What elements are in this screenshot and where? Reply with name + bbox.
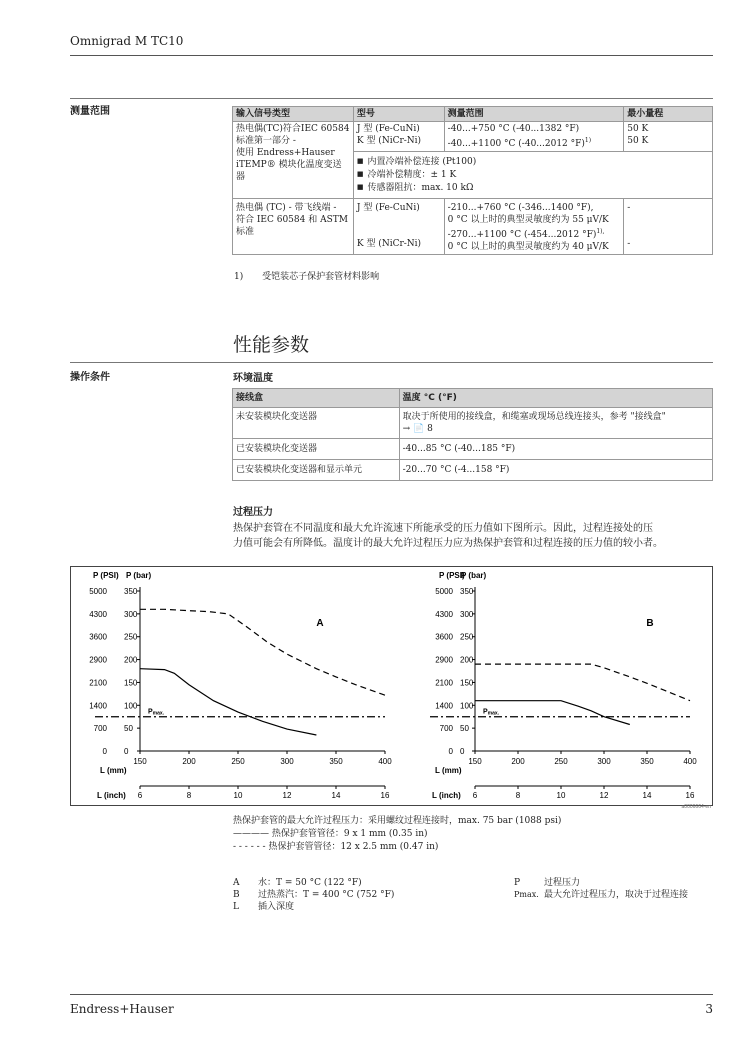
y-tick-label-bar: 0	[124, 747, 129, 756]
x-tick-label: 400	[683, 757, 697, 766]
x2-tick-label: 16	[685, 791, 695, 800]
y-tick-label-bar: 300	[124, 609, 138, 619]
footnote-ref: 1),	[596, 228, 605, 235]
y-tick-label-bar: 200	[460, 655, 474, 665]
y-tick-label-psi: 3600	[89, 632, 107, 642]
x2-tick-label: 6	[472, 791, 478, 800]
x-axis-title-mm: L (mm)	[435, 766, 462, 775]
x2-tick-label: 12	[599, 791, 609, 800]
pmax-label: Pmax.	[148, 708, 165, 717]
series-line-solid	[140, 669, 316, 735]
row1-span: 50 K 50 K	[624, 122, 713, 152]
y-tick-label-bar: 100	[460, 701, 474, 711]
page-reference-link[interactable]: → 📄 8	[402, 424, 433, 434]
y-tick-label-psi: 5000	[435, 587, 453, 596]
y-tick-label-psi: 4300	[89, 609, 107, 619]
measuring-range-table	[232, 106, 713, 255]
section-title-performance: 性能参数	[233, 334, 310, 356]
x-tick-label: 200	[182, 757, 196, 766]
y-tick-label-bar: 50	[124, 724, 133, 734]
x-tick-label: 400	[378, 757, 392, 766]
row1-input-type: 热电偶(TC)符合IEC 60584 标准第一部分 - 使用 Endress+Hauser iTEMP® 模块化温度变送 器	[233, 122, 354, 199]
ambient-row-label: 已安装模块化变送器	[233, 439, 400, 460]
y-tick-label-psi: 1400	[89, 701, 107, 711]
col-min-span: 最小量程	[624, 107, 713, 122]
y-tick-label-psi: 700	[439, 724, 453, 734]
y-axis-title-bar: P (bar)	[126, 571, 152, 580]
row1-model: J 型 (Fe-CuNi) K 型 (NiCr-Ni)	[353, 122, 444, 152]
x2-tick-label: 8	[186, 791, 192, 800]
series-line-dashed	[140, 609, 385, 695]
y-tick-label-bar: 50	[460, 724, 469, 734]
x2-tick-label: 10	[556, 791, 566, 800]
y-axis-title-psi: P (PSI)	[93, 571, 119, 580]
y-tick-label-bar: 300	[460, 609, 474, 619]
row1-range: -40...+750 °C (-40...1382 °F) -40...+1100 °C (-40...2012 °F)$^{1)}$	[444, 122, 624, 152]
x-axis-title-inch: L (inch)	[97, 791, 126, 800]
y-tick-label-psi: 4300	[435, 609, 453, 619]
ambient-row-value: -20...70 °C (-4...158 °F)	[399, 460, 712, 481]
y-tick-label-psi: 1400	[435, 701, 453, 711]
ambient-row-value: -40...85 °C (-40...185 °F)	[399, 439, 712, 460]
ambient-row-value: 取决于所使用的接线盒，和缆塞或现场总线连接头，参考 "接线盒" → 📄 8	[399, 408, 712, 439]
performance-rule	[70, 362, 713, 363]
row2-model: J 型 (Fe-CuNi) K 型 (NiCr-Ni)	[353, 199, 444, 255]
y-tick-label-bar: 250	[460, 632, 474, 642]
y-tick-label-psi: 0	[448, 747, 453, 756]
x-tick-label: 150	[133, 757, 147, 766]
x-tick-label: 300	[597, 757, 611, 766]
y-tick-label-bar: 150	[460, 678, 474, 688]
ambient-row-label: 未安装模块化变送器	[233, 408, 400, 439]
panel-label: B	[646, 618, 654, 629]
footnote	[234, 271, 379, 284]
x-tick-label: 150	[468, 757, 482, 766]
y-tick-label-bar: 250	[124, 632, 138, 642]
col-terminal-head: 接线盒	[233, 389, 400, 408]
dashed-line-sample: - - - - - -	[233, 842, 266, 852]
x2-tick-label: 16	[380, 791, 390, 800]
x2-tick-label: 6	[137, 791, 143, 800]
y-tick-label-bar: 350	[460, 587, 474, 596]
row2-range: -210...+760 °C (-346...1400 °F), 0 °C 以上时的典型灵敏度约为 55 μV/K -270...+1100 °C (-454...2012 °F)$^{1),}$ 0 °C 以上时的典型灵敏度约为 40 μV/K	[444, 199, 624, 255]
page-number: 3	[705, 1002, 713, 1016]
y-tick-label-psi: 2100	[435, 678, 453, 688]
side-label-measuring-range: 测量范围	[70, 106, 110, 117]
x2-tick-label: 10	[233, 791, 243, 800]
x-tick-label: 350	[329, 757, 343, 766]
x-axis-title-mm: L (mm)	[100, 766, 127, 775]
y-tick-label-bar: 350	[124, 587, 138, 596]
y-tick-label-psi: 5000	[89, 587, 107, 596]
ambient-row-label: 已安装模块化变送器和显示单元	[233, 460, 400, 481]
y-tick-label-psi: 2900	[435, 655, 453, 665]
y-tick-label-psi: 2900	[89, 655, 107, 665]
section-rule	[70, 98, 713, 99]
x-tick-label: 350	[640, 757, 654, 766]
col-input-type: 输入信号类型	[233, 107, 354, 122]
document-title: Omnigrad M TC10	[70, 34, 184, 48]
row2-input-type: 热电偶 (TC) - 带飞线端 - 符合 IEC 60584 和 ASTM 标准	[233, 199, 354, 255]
figure-id: a0006664-en	[681, 804, 711, 809]
side-label-operating-conditions: 操作条件	[70, 372, 110, 383]
y-axis-title-psi: P (PSI)	[439, 571, 465, 580]
footnote-text: 受铠装芯子保护套管材料影响	[262, 272, 380, 282]
process-pressure-title: 过程压力	[233, 507, 273, 518]
process-pressure-paragraph: 热保护套管在不同温度和最大允许流速下所能承受的压力值如下图所示。因此，过程连接处的压 力值可能会有所降低。温度计的最大允许过程压力应为热保护套管和过程连接的压力值的较小者。	[233, 523, 663, 549]
chart-panel-a	[89, 571, 392, 800]
pmax-label: Pmax.	[483, 708, 500, 717]
footer-brand: Endress+Hauser	[70, 1002, 174, 1016]
footnote-number: 1)	[234, 272, 244, 282]
y-tick-label-bar: 100	[124, 701, 138, 711]
x-tick-label: 300	[280, 757, 294, 766]
row2-span: - -	[624, 199, 713, 255]
ambient-temperature-table	[232, 388, 713, 481]
legend-right: P 过程压力 Pmax. 最大允许过程压力，取决于过程连接	[514, 878, 689, 900]
x-axis-title-inch: L (inch)	[432, 791, 461, 800]
x2-tick-label: 14	[331, 791, 341, 800]
y-tick-label-bar: 200	[124, 655, 138, 665]
figure-frame	[71, 567, 713, 806]
series-line-dashed	[475, 664, 690, 701]
y-tick-label-bar: 150	[124, 678, 138, 688]
y-tick-label-psi: 2100	[89, 678, 107, 688]
y-tick-label-bar: 0	[460, 747, 465, 756]
y-axis-title-bar: P (bar)	[461, 571, 487, 580]
x-tick-label: 250	[231, 757, 245, 766]
panel-label: A	[316, 618, 324, 629]
y-tick-label-psi: 3600	[435, 632, 453, 642]
solid-line-sample: ————	[233, 829, 269, 839]
y-tick-label-psi: 700	[93, 724, 107, 734]
footer-rule	[70, 994, 713, 995]
y-tick-label-psi: 0	[102, 747, 107, 756]
x-tick-label: 200	[511, 757, 525, 766]
legend-left: A 水：T = 50 °C (122 °F) B 过热蒸汽：T = 400 °C (752 °F) L 插入深度	[233, 878, 395, 912]
footnote-ref: 1)	[584, 137, 592, 144]
col-temperature: 温度 °C (°F)	[399, 389, 712, 408]
x2-tick-label: 14	[642, 791, 652, 800]
x2-tick-label: 12	[282, 791, 292, 800]
col-model: 型号	[353, 107, 444, 122]
x2-tick-label: 8	[515, 791, 521, 800]
col-range: 测量范围	[444, 107, 624, 122]
chart-panel-b	[430, 571, 697, 800]
row1-bullets: ■ 内置冷端补偿连接 (Pt100) ■ 冷端补偿精度：± 1 K ■ 传感器阻抗：max. 10 kΩ	[353, 152, 712, 199]
x-tick-label: 250	[554, 757, 568, 766]
header-rule	[70, 55, 713, 56]
ambient-temperature-title: 环境温度	[233, 373, 273, 384]
pressure-figure	[70, 566, 713, 809]
figure-caption: 热保护套管的最大允许过程压力：采用螺纹过程连接时，max. 75 bar (1088 psi) ———— 热保护套管管径：9 x 1 mm (0.35 in) - - - - - - 热保护套管管径：12 x 2.5 mm (0.47 in)	[233, 816, 562, 852]
